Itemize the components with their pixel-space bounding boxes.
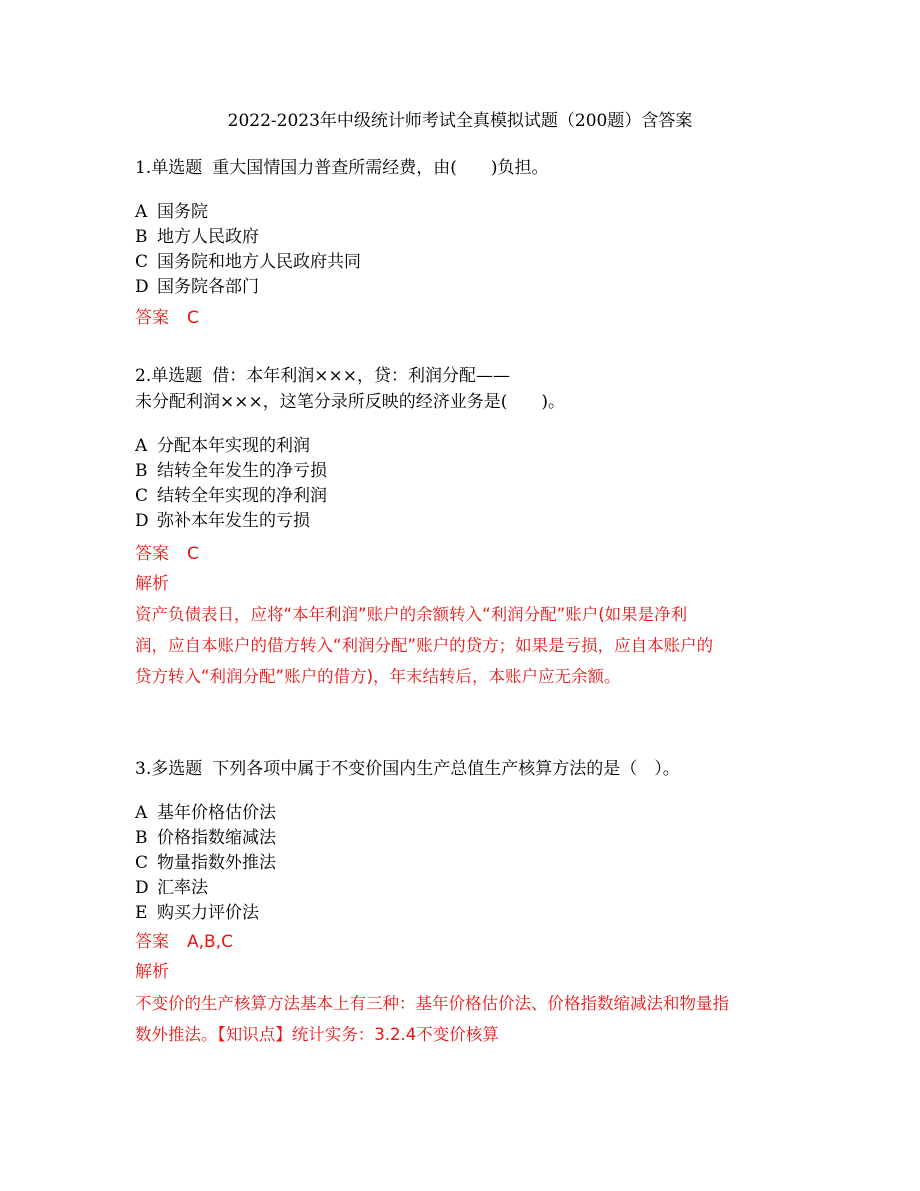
option-letter: A bbox=[135, 202, 148, 222]
option-d bbox=[135, 275, 795, 300]
analysis-line: 资产负债表日，应将“本年利润”账户的余额转入“利润分配”账户(如果是净利 bbox=[135, 605, 688, 624]
question-number: 2. bbox=[135, 366, 152, 386]
option-text: 弥补本年发生的亏损 bbox=[157, 511, 310, 531]
option-a bbox=[135, 434, 795, 459]
analysis-line: 贷方转入“利润分配”账户的借方)，年末结转后，本账户应无余额。 bbox=[135, 667, 621, 686]
answer-label: 答案 bbox=[135, 544, 169, 564]
document-title: 2022-2023年中级统计师考试全真模拟试题（200题）含答案 bbox=[227, 111, 693, 131]
question-text: 下列各项中属于不变价国内生产总值生产核算方法的是（ ）。 bbox=[212, 759, 680, 779]
option-text: 汇率法 bbox=[157, 878, 208, 898]
question-text-continued: 未分配利润×××，这笔分录所反映的经济业务是( )。 bbox=[135, 392, 565, 412]
option-letter: D bbox=[135, 511, 149, 531]
question-text: 重大国情国力普查所需经费，由( )负担。 bbox=[212, 158, 549, 178]
question-3-stem bbox=[135, 756, 795, 782]
option-b bbox=[135, 225, 795, 250]
answer-value: C bbox=[187, 544, 199, 564]
option-text: 购买力评价法 bbox=[157, 903, 259, 923]
option-d bbox=[135, 876, 795, 901]
option-c bbox=[135, 851, 795, 876]
question-2-analysis bbox=[135, 599, 795, 692]
question-number: 1. bbox=[135, 158, 152, 178]
question-2-options bbox=[135, 434, 795, 534]
analysis-line: 数外推法。【知识点】统计实务：3.2.4不变价核算 bbox=[135, 1025, 499, 1044]
option-letter: D bbox=[135, 277, 149, 297]
option-letter: A bbox=[135, 436, 148, 456]
option-d bbox=[135, 509, 795, 534]
option-text: 国务院 bbox=[157, 202, 208, 222]
option-letter: A bbox=[135, 803, 148, 823]
option-text: 基年价格估价法 bbox=[157, 803, 276, 823]
question-3-analysis-label: 解析 bbox=[135, 962, 169, 982]
option-c bbox=[135, 250, 795, 275]
answer-label: 答案 bbox=[135, 932, 169, 952]
question-1-answer bbox=[135, 305, 199, 331]
question-3-answer bbox=[135, 929, 233, 955]
option-text: 国务院和地方人民政府共同 bbox=[157, 252, 361, 272]
question-1-stem bbox=[135, 155, 795, 181]
answer-value: A,B,C bbox=[187, 932, 233, 952]
analysis-line: 不变价的生产核算方法基本上有三种：基年价格估价法、价格指数缩减法和物量指 bbox=[135, 994, 729, 1013]
question-1-options bbox=[135, 200, 795, 300]
option-letter: C bbox=[135, 486, 149, 506]
option-letter: C bbox=[135, 252, 149, 272]
question-3-options bbox=[135, 801, 795, 926]
option-b bbox=[135, 826, 795, 851]
question-text: 借：本年利润×××，贷：利润分配—— bbox=[212, 366, 510, 386]
option-a bbox=[135, 200, 795, 225]
question-number: 3. bbox=[135, 759, 152, 779]
question-type: 单选题 bbox=[151, 366, 203, 386]
option-text: 价格指数缩减法 bbox=[157, 828, 276, 848]
option-text: 分配本年实现的利润 bbox=[157, 436, 310, 456]
option-text: 国务院各部门 bbox=[157, 277, 259, 297]
option-letter: C bbox=[135, 853, 149, 873]
question-2-analysis-label: 解析 bbox=[135, 574, 169, 594]
option-letter: D bbox=[135, 878, 149, 898]
question-3-analysis bbox=[135, 988, 795, 1050]
analysis-line: 润，应自本账户的借方转入“利润分配”账户的贷方；如果是亏损，应自本账户的 bbox=[135, 636, 714, 655]
option-letter: B bbox=[135, 227, 148, 247]
option-e bbox=[135, 901, 795, 926]
option-letter: E bbox=[135, 903, 148, 923]
option-text: 结转全年实现的净利润 bbox=[157, 486, 327, 506]
option-c bbox=[135, 484, 795, 509]
option-letter: B bbox=[135, 828, 148, 848]
option-a bbox=[135, 801, 795, 826]
question-type: 多选题 bbox=[151, 759, 203, 779]
question-2-answer bbox=[135, 541, 199, 567]
question-type: 单选题 bbox=[151, 158, 203, 178]
option-letter: B bbox=[135, 461, 148, 481]
answer-value: C bbox=[187, 308, 199, 328]
option-text: 物量指数外推法 bbox=[157, 853, 276, 873]
answer-label: 答案 bbox=[135, 308, 169, 328]
option-b bbox=[135, 459, 795, 484]
question-2-stem bbox=[135, 363, 795, 415]
option-text: 结转全年发生的净亏损 bbox=[157, 461, 327, 481]
option-text: 地方人民政府 bbox=[157, 227, 259, 247]
